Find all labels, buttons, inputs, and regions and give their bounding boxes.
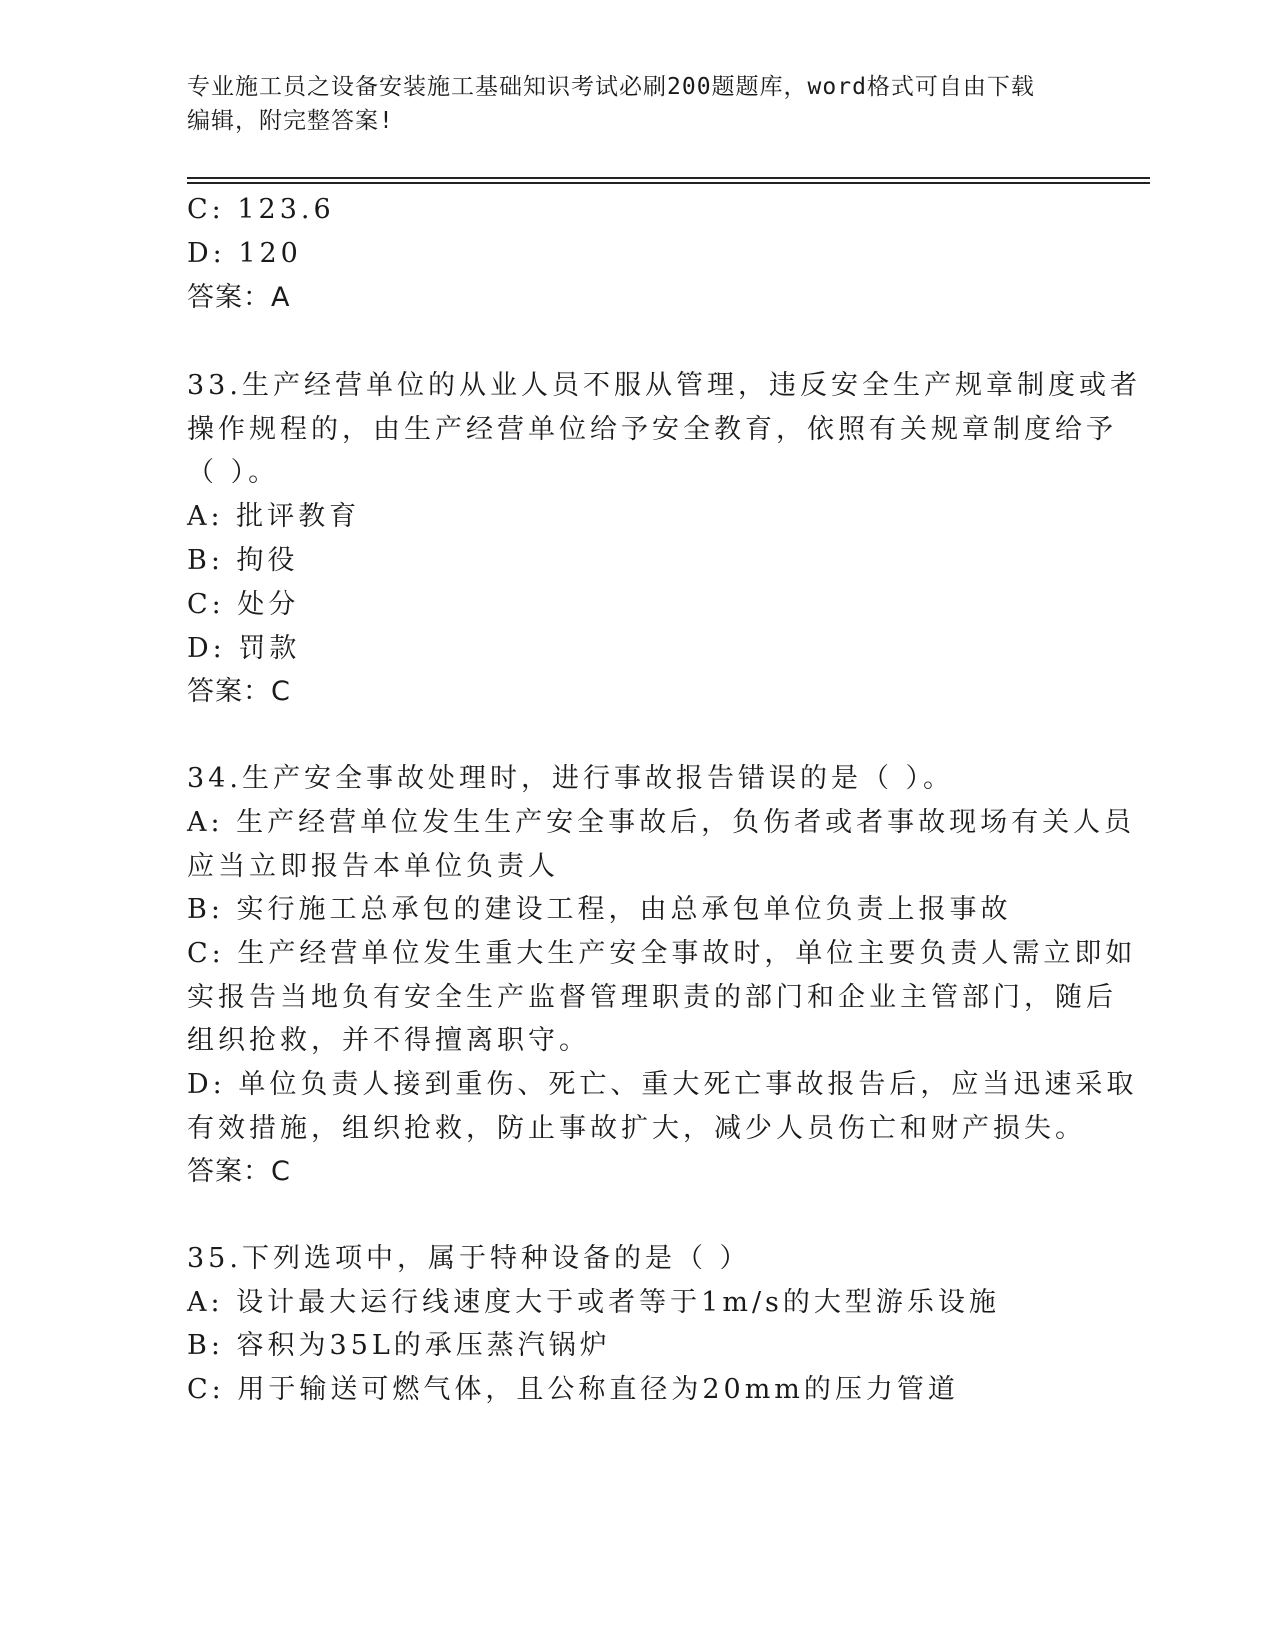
q34-option-a-line-1: A: 生产经营单位发生生产安全事故后，负伤者或者事故现场有关人员 bbox=[187, 807, 1136, 838]
q32-answer: 答案：A bbox=[187, 282, 291, 313]
q34-option-d-line-2: 有效措施，组织抢救，防止事故扩大，减少人员伤亡和财产损失。 bbox=[187, 1113, 1086, 1144]
q34-option-c-line-1: C: 生产经营单位发生重大生产安全事故时，单位主要负责人需立即如 bbox=[187, 938, 1137, 969]
q33-option-b: B: 拘役 bbox=[187, 545, 299, 576]
q33-option-c: C: 处分 bbox=[187, 589, 300, 620]
q34-option-a-line-2: 应当立即报告本单位负责人 bbox=[187, 851, 559, 882]
q33-stem-line-2: 操作规程的，由生产经营单位给予安全教育，依照有关规章制度给予 bbox=[187, 414, 1117, 445]
q32-option-c: C: 123.6 bbox=[187, 194, 335, 225]
header-title-line-2: 编辑，附完整答案! bbox=[187, 108, 394, 134]
header-divider-top bbox=[187, 177, 1150, 179]
q35-stem: 35.下列选项中，属于特种设备的是（ ） bbox=[187, 1243, 751, 1274]
q35-option-c: C: 用于输送可燃气体，且公称直径为20mm的压力管道 bbox=[187, 1374, 959, 1405]
q34-option-b: B: 实行施工总承包的建设工程，由总承包单位负责上报事故 bbox=[187, 894, 1012, 925]
q33-option-a: A: 批评教育 bbox=[187, 501, 361, 532]
q34-option-c-line-2: 实报告当地负有安全生产监督管理职责的部门和企业主管部门，随后 bbox=[187, 982, 1117, 1013]
q35-option-b: B: 容积为35L的承压蒸汽锅炉 bbox=[187, 1330, 611, 1361]
page-header bbox=[187, 70, 1087, 138]
q34-option-c-line-3: 组织抢救，并不得擅离职守。 bbox=[187, 1025, 590, 1056]
q34-answer: 答案：C bbox=[187, 1156, 291, 1187]
q34-option-d-line-1: D: 单位负责人接到重伤、死亡、重大死亡事故报告后，应当迅速采取 bbox=[187, 1069, 1138, 1100]
header-title-line-1: 专业施工员之设备安装施工基础知识考试必刷200题题库，word格式可自由下载 bbox=[187, 74, 1035, 100]
q33-stem-line-3: （ ）。 bbox=[187, 457, 280, 488]
q32-option-d: D: 120 bbox=[187, 238, 302, 269]
q33-option-d: D: 罚款 bbox=[187, 633, 301, 664]
q34-stem: 34.生产安全事故处理时，进行事故报告错误的是（ ）。 bbox=[187, 763, 955, 794]
q35-option-a: A: 设计最大运行线速度大于或者等于1m/s的大型游乐设施 bbox=[187, 1287, 1000, 1318]
q33-answer: 答案：C bbox=[187, 676, 291, 707]
q33-stem-line-1: 33.生产经营单位的从业人员不服从管理，违反安全生产规章制度或者 bbox=[187, 370, 1141, 401]
header-divider-bottom bbox=[187, 182, 1150, 184]
